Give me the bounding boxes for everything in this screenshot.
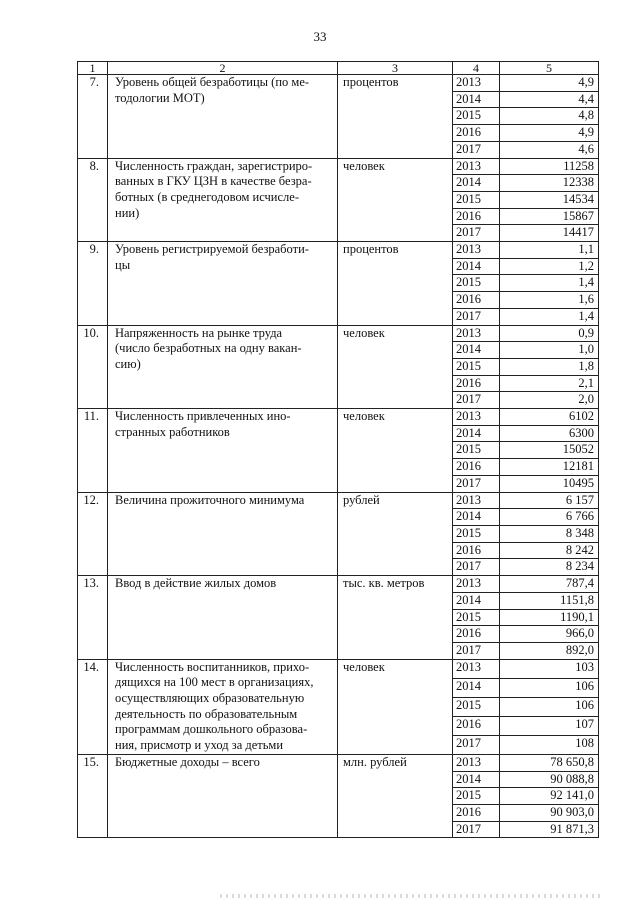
row-number: 11. — [78, 409, 108, 493]
indicator-name-line: дящихся на 100 мест в организациях, — [115, 675, 314, 690]
year-cell: 2016 — [453, 125, 500, 142]
value-cell: 91 871,3 — [500, 821, 599, 838]
value-cell: 108 — [500, 735, 599, 754]
indicator-name-line: Численность воспитанников, прихо- — [115, 659, 310, 674]
indicator-name — [108, 325, 338, 409]
year-cell: 2013 — [453, 754, 500, 771]
year-cell: 2013 — [453, 75, 500, 92]
indicator-name-line: Численность граждан, зарегистриро- — [115, 158, 313, 173]
value-cell: 6102 — [500, 409, 599, 426]
year-cell: 2015 — [453, 275, 500, 292]
indicator-name-line: странных работников — [115, 424, 230, 439]
column-header: 3 — [338, 62, 453, 75]
value-cell: 892,0 — [500, 642, 599, 659]
year-cell: 2013 — [453, 325, 500, 342]
year-cell: 2014 — [453, 342, 500, 359]
indicator-name — [108, 409, 338, 493]
indicator-name-line: ния, присмотр и уход за детьми — [115, 738, 284, 753]
value-cell: 6 766 — [500, 509, 599, 526]
indicator-name — [108, 492, 338, 576]
value-cell: 4,4 — [500, 91, 599, 108]
table-row — [78, 75, 599, 92]
table-header-row — [78, 62, 599, 75]
year-cell: 2016 — [453, 292, 500, 309]
unit-of-measure: тыс. кв. метров — [338, 576, 453, 660]
page-number: 33 — [313, 29, 327, 44]
value-cell: 2,1 — [500, 375, 599, 392]
table-row — [78, 492, 599, 509]
value-cell: 8 348 — [500, 525, 599, 542]
row-number: 8. — [78, 158, 108, 242]
year-cell: 2017 — [453, 392, 500, 409]
year-cell: 2013 — [453, 576, 500, 593]
value-cell: 1,8 — [500, 358, 599, 375]
year-cell: 2017 — [453, 735, 500, 754]
year-cell: 2015 — [453, 609, 500, 626]
year-cell: 2016 — [453, 626, 500, 643]
indicator-name-line: программам дошкольного образова- — [115, 722, 308, 737]
value-cell: 966,0 — [500, 626, 599, 643]
unit-of-measure: человек — [338, 659, 453, 754]
indicator-name-line: Величина прожиточного минимума — [115, 492, 305, 507]
value-cell: 6300 — [500, 425, 599, 442]
row-number: 14. — [78, 659, 108, 754]
indicator-name-line: Уровень регистрируемой безработи- — [115, 242, 309, 257]
value-cell: 106 — [500, 697, 599, 716]
row-number: 13. — [78, 576, 108, 660]
value-cell: 92 141,0 — [500, 788, 599, 805]
unit-of-measure: млн. рублей — [338, 754, 453, 838]
year-cell: 2014 — [453, 91, 500, 108]
statistics-table — [77, 61, 599, 838]
table-row — [78, 659, 599, 678]
value-cell: 1,6 — [500, 292, 599, 309]
unit-of-measure: процентов — [338, 242, 453, 326]
year-cell: 2016 — [453, 459, 500, 476]
value-cell: 11258 — [500, 158, 599, 175]
value-cell: 90 088,8 — [500, 771, 599, 788]
indicator-name-line: деятельность по образовательным — [115, 706, 298, 721]
value-cell: 2,0 — [500, 392, 599, 409]
year-cell: 2013 — [453, 158, 500, 175]
year-cell: 2015 — [453, 788, 500, 805]
value-cell: 1,1 — [500, 242, 599, 259]
value-cell: 12181 — [500, 459, 599, 476]
year-cell: 2013 — [453, 409, 500, 426]
year-cell: 2013 — [453, 242, 500, 259]
value-cell: 787,4 — [500, 576, 599, 593]
year-cell: 2016 — [453, 375, 500, 392]
value-cell: 15052 — [500, 442, 599, 459]
unit-of-measure: человек — [338, 158, 453, 242]
value-cell: 90 903,0 — [500, 804, 599, 821]
unit-of-measure: человек — [338, 325, 453, 409]
value-cell: 14534 — [500, 191, 599, 208]
year-cell: 2014 — [453, 509, 500, 526]
value-cell: 4,6 — [500, 141, 599, 158]
column-header: 4 — [453, 62, 500, 75]
value-cell: 8 242 — [500, 542, 599, 559]
unit-of-measure: человек — [338, 409, 453, 493]
indicator-name-line: ванных в ГКУ ЦЗН в качестве безра- — [115, 174, 312, 189]
table-row — [78, 158, 599, 175]
value-cell: 107 — [500, 716, 599, 735]
year-cell: 2014 — [453, 175, 500, 192]
row-number: 12. — [78, 492, 108, 576]
indicator-name — [108, 158, 338, 242]
year-cell: 2017 — [453, 642, 500, 659]
value-cell: 4,9 — [500, 125, 599, 142]
value-cell: 106 — [500, 678, 599, 697]
table-row — [78, 325, 599, 342]
table-body — [78, 62, 599, 838]
year-cell: 2015 — [453, 697, 500, 716]
indicator-name-line: сию) — [115, 356, 141, 371]
indicator-name-line: осуществляющих образовательную — [115, 691, 305, 706]
value-cell: 78 650,8 — [500, 754, 599, 771]
indicator-name-line: Численность привлеченных ино- — [115, 409, 291, 424]
year-cell: 2015 — [453, 108, 500, 125]
table-row — [78, 409, 599, 426]
value-cell: 6 157 — [500, 492, 599, 509]
year-cell: 2017 — [453, 475, 500, 492]
value-cell: 12338 — [500, 175, 599, 192]
year-cell: 2013 — [453, 492, 500, 509]
indicator-name — [108, 242, 338, 326]
value-cell: 4,8 — [500, 108, 599, 125]
value-cell: 1,4 — [500, 308, 599, 325]
year-cell: 2016 — [453, 208, 500, 225]
column-header: 1 — [78, 62, 108, 75]
indicator-name-line: ботных (в среднегодовом исчисле- — [115, 189, 299, 204]
year-cell: 2015 — [453, 525, 500, 542]
indicator-name — [108, 75, 338, 159]
value-cell: 14417 — [500, 225, 599, 242]
indicator-name-line: Ввод в действие жилых домов — [115, 576, 277, 591]
row-number: 10. — [78, 325, 108, 409]
value-cell: 4,9 — [500, 75, 599, 92]
year-cell: 2017 — [453, 225, 500, 242]
value-cell: 1151,8 — [500, 592, 599, 609]
year-cell: 2015 — [453, 191, 500, 208]
year-cell: 2014 — [453, 592, 500, 609]
value-cell: 0,9 — [500, 325, 599, 342]
indicator-name-line: Бюджетные доходы – всего — [115, 754, 260, 769]
table-row — [78, 754, 599, 771]
indicator-name-line: (число безработных на одну вакан- — [115, 341, 302, 356]
year-cell: 2015 — [453, 442, 500, 459]
table-row — [78, 576, 599, 593]
year-cell: 2017 — [453, 141, 500, 158]
indicator-name-line: цы — [115, 257, 131, 272]
scan-artifact — [220, 894, 600, 898]
year-cell: 2017 — [453, 821, 500, 838]
year-cell: 2016 — [453, 716, 500, 735]
year-cell: 2014 — [453, 258, 500, 275]
row-number: 15. — [78, 754, 108, 838]
value-cell: 1190,1 — [500, 609, 599, 626]
table-row — [78, 242, 599, 259]
indicator-name-line: Напряженность на рынке труда — [115, 325, 283, 340]
value-cell: 1,0 — [500, 342, 599, 359]
year-cell: 2016 — [453, 804, 500, 821]
indicator-name-line: Уровень общей безработицы (по ме- — [115, 75, 310, 89]
indicator-name — [108, 576, 338, 660]
year-cell: 2017 — [453, 559, 500, 576]
indicator-name-line: нии) — [115, 205, 140, 220]
year-cell: 2014 — [453, 771, 500, 788]
value-cell: 8 234 — [500, 559, 599, 576]
value-cell: 10495 — [500, 475, 599, 492]
year-cell: 2014 — [453, 425, 500, 442]
column-header: 5 — [500, 62, 599, 75]
indicator-name — [108, 754, 338, 838]
value-cell: 103 — [500, 659, 599, 678]
column-header: 2 — [108, 62, 338, 75]
year-cell: 2015 — [453, 358, 500, 375]
year-cell: 2013 — [453, 659, 500, 678]
unit-of-measure: рублей — [338, 492, 453, 576]
year-cell: 2017 — [453, 308, 500, 325]
value-cell: 1,4 — [500, 275, 599, 292]
row-number: 7. — [78, 75, 108, 159]
year-cell: 2014 — [453, 678, 500, 697]
year-cell: 2016 — [453, 542, 500, 559]
indicator-name — [108, 659, 338, 754]
value-cell: 15867 — [500, 208, 599, 225]
value-cell: 1,2 — [500, 258, 599, 275]
row-number: 9. — [78, 242, 108, 326]
indicator-name-line: тодологии МОТ) — [115, 90, 205, 105]
unit-of-measure: процентов — [338, 75, 453, 159]
